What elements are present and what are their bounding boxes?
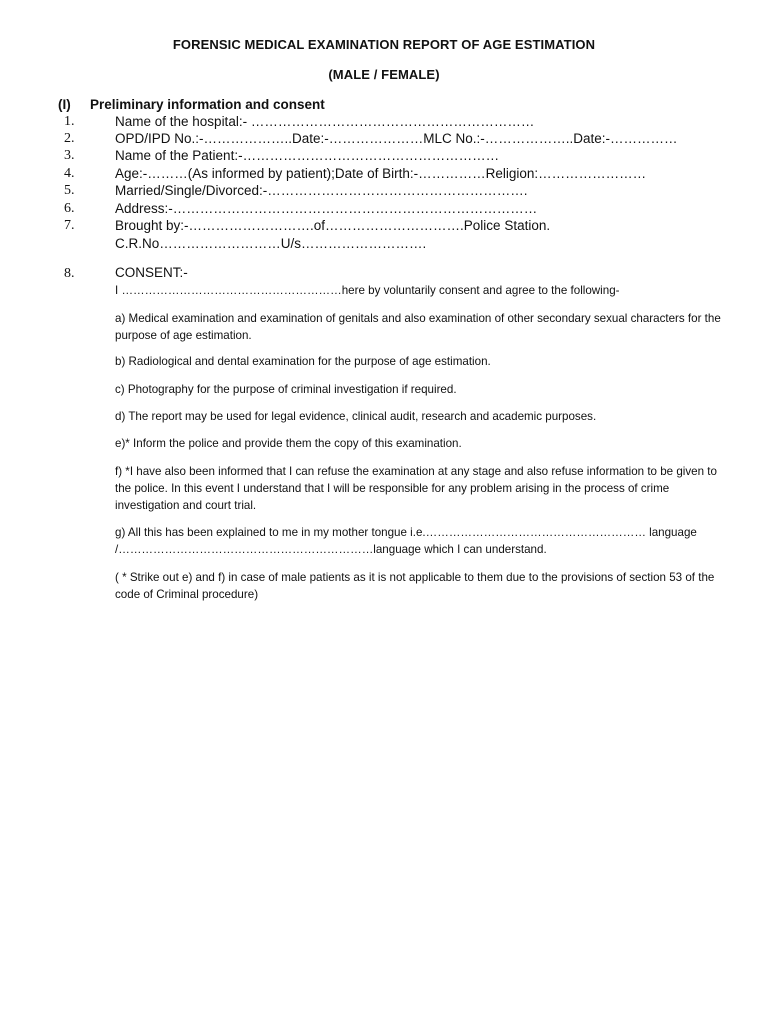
- section-title: Preliminary information and consent: [90, 97, 325, 112]
- consent-point-e: e)* Inform the police and provide them the copy of this examination.: [115, 437, 462, 450]
- item-number: 7.: [64, 218, 75, 233]
- item-number: 3.: [64, 148, 75, 163]
- consent-number: 8.: [64, 266, 75, 281]
- consent-point-b: b) Radiological and dental examination for the purpose of age estimation.: [115, 355, 491, 368]
- section-heading: [58, 97, 325, 112]
- item-number: 2.: [64, 131, 75, 146]
- item-text: Brought by:-……………………….of………………………….Police Station.: [115, 218, 551, 233]
- item-text: Name of the hospital:- ………………………………………………………: [115, 114, 535, 129]
- report-title: FORENSIC MEDICAL EXAMINATION REPORT OF AGE ESTIMATION: [172, 37, 596, 52]
- consent-intro: I …………………………………………………here by voluntarily consent and agree to the following-: [115, 284, 620, 297]
- item-text: C.R.No………………………U/s……………………….: [115, 236, 427, 251]
- strike-out-note: ( * Strike out e) and f) in case of male patients as it is not applicable to them due to the provisions of section 53 of the code of Criminal procedure): [115, 571, 715, 601]
- item-text: Address:-………………………………………………………………………: [115, 201, 538, 216]
- consent-point-c: c) Photography for the purpose of criminal investigation if required.: [115, 383, 457, 396]
- consent-point-g: g) All this has been explained to me in my mother tongue i.e.………………………………………………… language /…………………………………………………………language which I can understand.: [115, 526, 697, 556]
- item-text: OPD/IPD No.:-………………..Date:-…………………MLC No.:-………………..Date:-……………: [115, 131, 678, 146]
- item-text: Age:-………(As informed by patient);Date of Birth:-……………Religion:……………………: [115, 166, 647, 181]
- consent-heading: [64, 265, 188, 282]
- item-text: Name of the Patient:-…………………………………………………: [115, 148, 500, 163]
- consent-point-a: a) Medical examination and examination of genitals and also examination of other secondary sexual characters for the purpose of age estimation.: [115, 312, 721, 342]
- item-number: 5.: [64, 183, 75, 198]
- consent-point-f: f) *I have also been informed that I can refuse the examination at any stage and also refuse information to be given to the police. In this event I understand that I will be responsible for any problem arising in the process of crime investigation and court trial.: [115, 465, 717, 512]
- item-text: Married/Single/Divorced:-………………………………………………….: [115, 183, 528, 198]
- consent-point-d: d) The report may be used for legal evidence, clinical audit, research and academic purposes.: [115, 410, 597, 423]
- section-number: (I): [58, 97, 71, 112]
- report-subtitle: (MALE / FEMALE): [328, 67, 440, 82]
- item-number: 1.: [64, 114, 75, 129]
- item-number: 6.: [64, 201, 75, 216]
- item-number: 4.: [64, 166, 75, 181]
- consent-title: CONSENT:-: [115, 265, 188, 280]
